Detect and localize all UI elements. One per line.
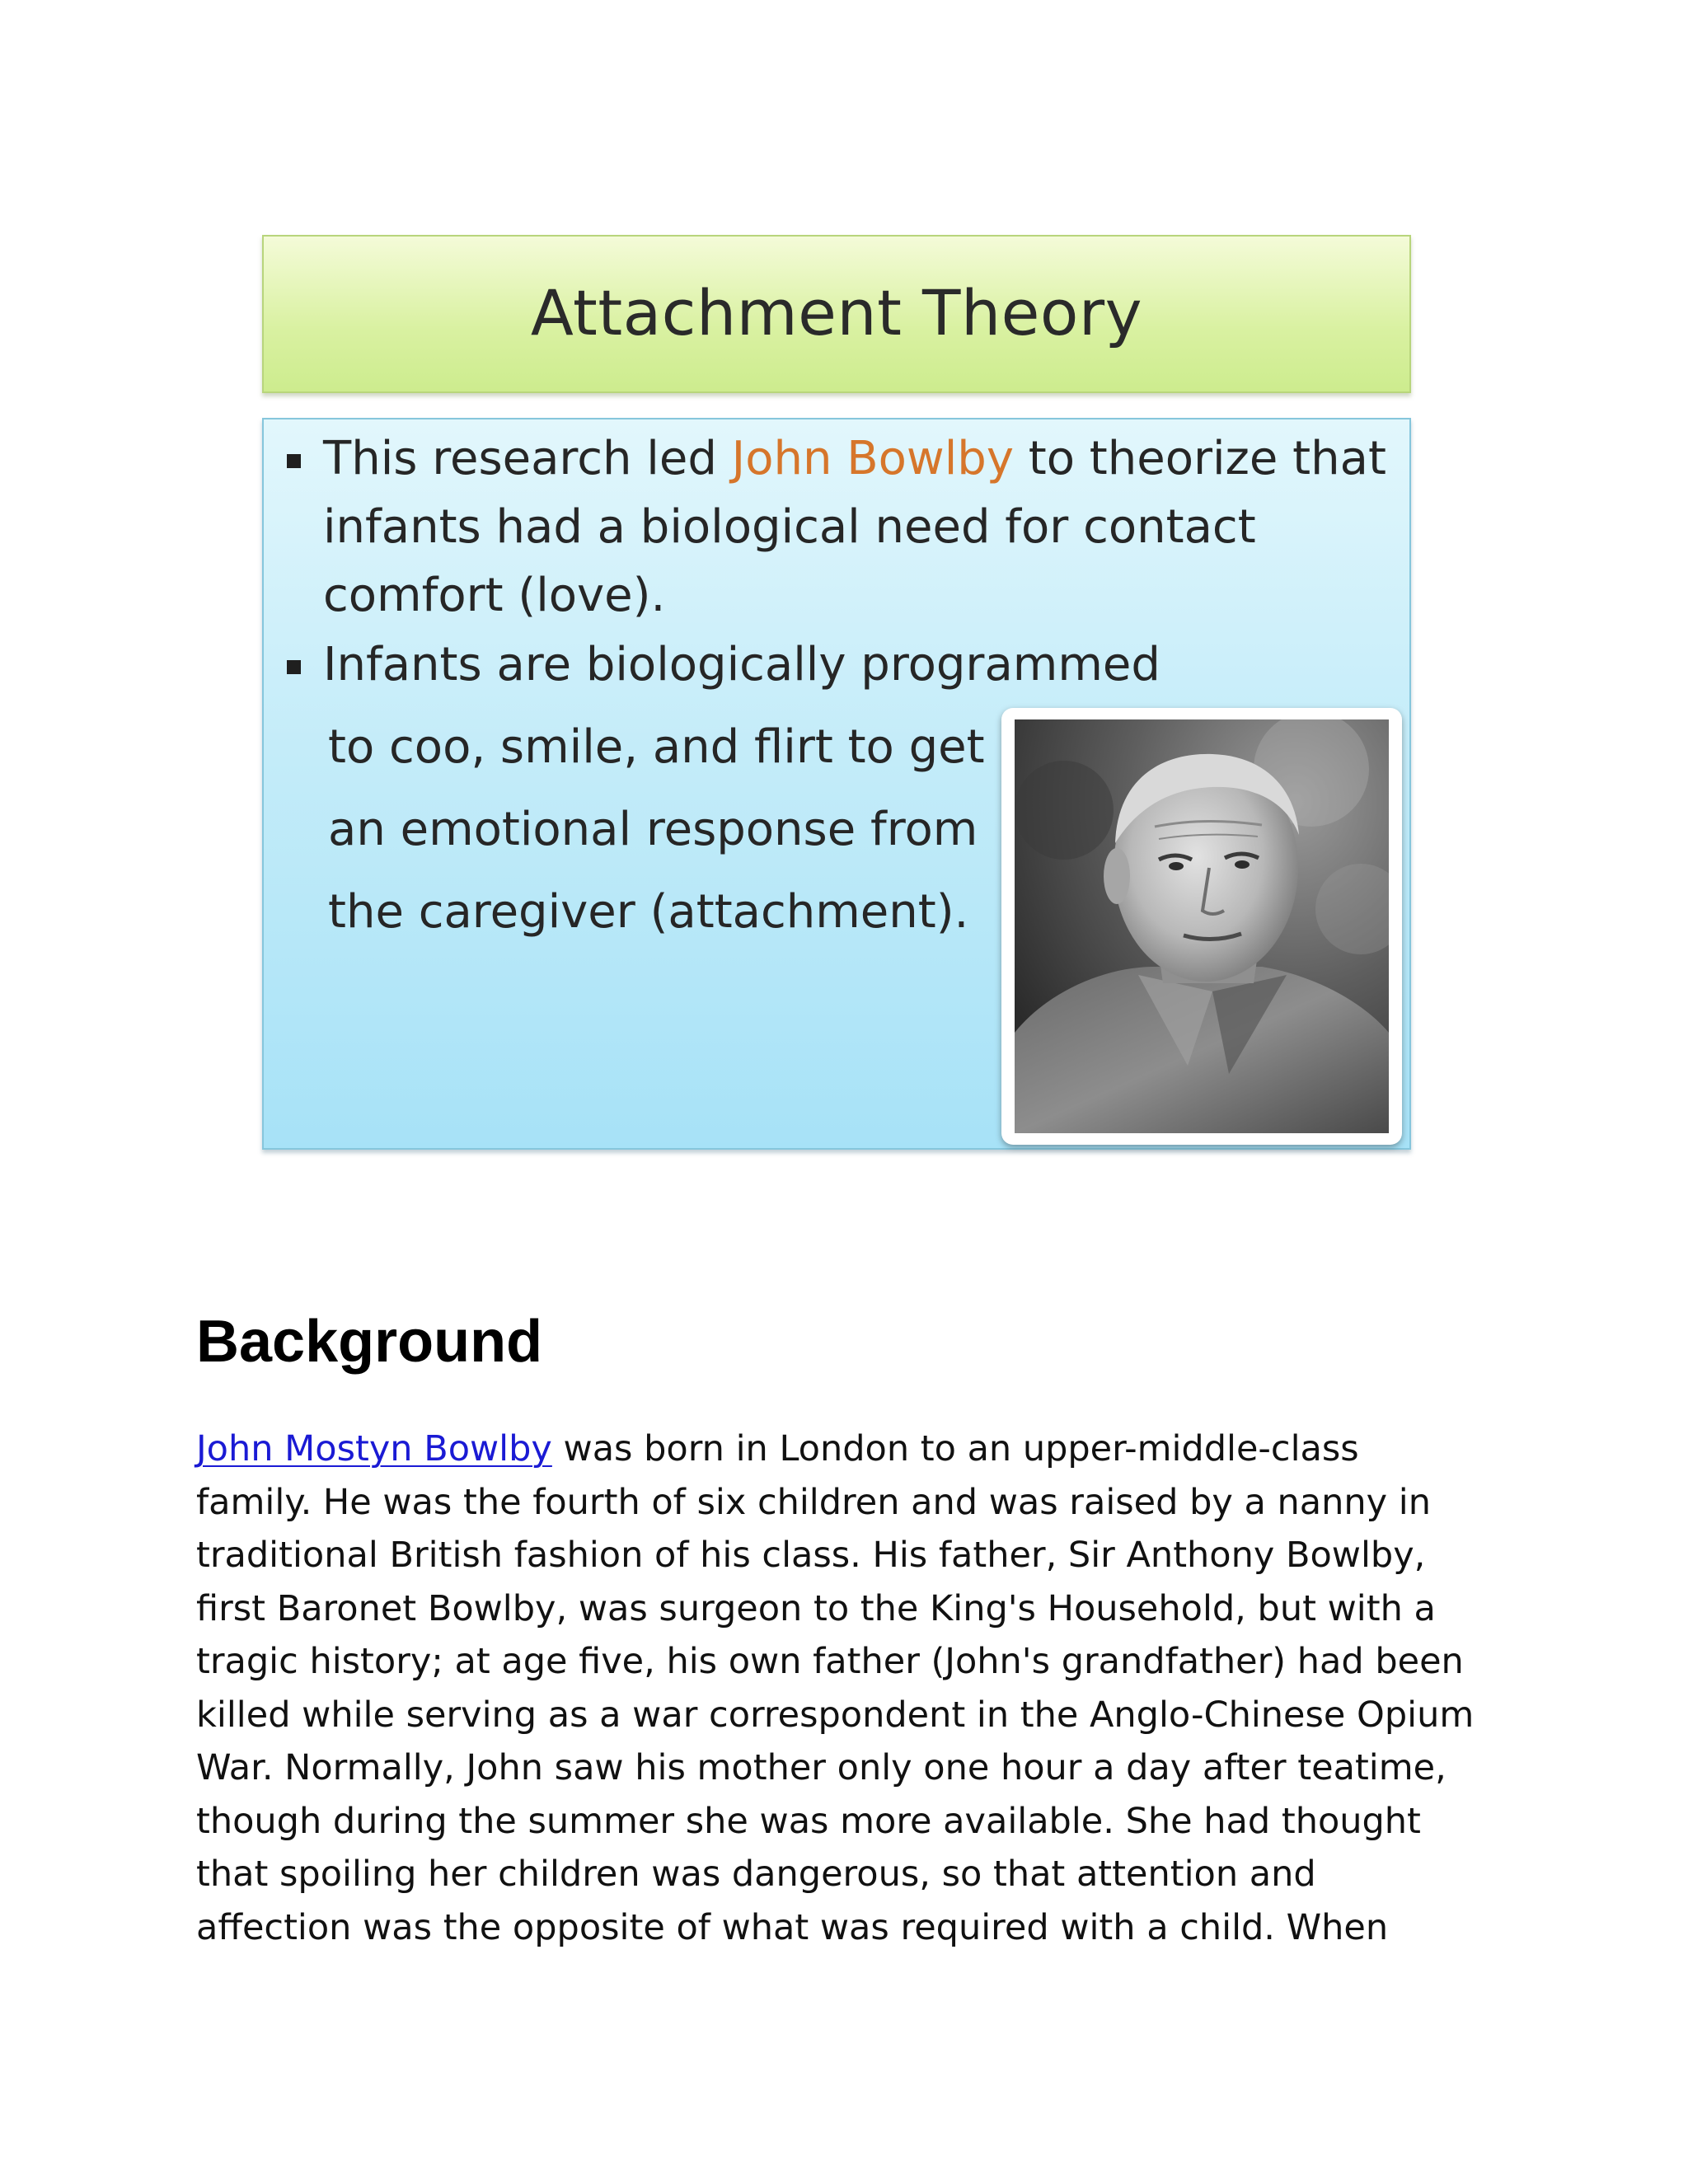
slide-image bbox=[262, 235, 1411, 1150]
bullet-square-icon bbox=[287, 454, 301, 468]
paragraph-line: tragic history; at age five, his own father (John's grandfather) had been bbox=[196, 1641, 1464, 1682]
bullet-1-line-3: comfort (love). bbox=[323, 569, 666, 622]
bullet-square-icon bbox=[287, 660, 301, 674]
paragraph-line-text: was born in London to an upper-middle-class bbox=[551, 1428, 1359, 1469]
section-heading: Background bbox=[196, 1309, 543, 1375]
bullet-1-line-1 bbox=[323, 432, 1386, 485]
bullet-1-suffix: to theorize that bbox=[1013, 432, 1386, 485]
bowlby-link[interactable]: John Mostyn Bowlby bbox=[196, 1428, 552, 1469]
paragraph-line: killed while serving as a war correspondent in the Anglo-Chinese Opium bbox=[196, 1694, 1475, 1736]
background-paragraph bbox=[196, 1422, 1515, 1954]
slide-title-bar bbox=[262, 235, 1411, 393]
paragraph-line: traditional British fashion of his class. His father, Sir Anthony Bowlby, bbox=[196, 1535, 1426, 1576]
bullet-1-prefix: This research led bbox=[323, 432, 732, 485]
slide-title: Attachment Theory bbox=[530, 275, 1143, 349]
paragraph-line: though during the summer she was more available. She had thought bbox=[196, 1800, 1421, 1842]
bullet-1-line-2: infants had a biological need for contact bbox=[323, 500, 1256, 554]
paragraph-line: War. Normally, John saw his mother only one hour a day after teatime, bbox=[196, 1747, 1447, 1788]
paragraph-line: first Baronet Bowlby, was surgeon to the King's Household, but with a bbox=[196, 1587, 1436, 1629]
paragraph-line: affection was the opposite of what was required with a child. When bbox=[196, 1906, 1389, 1948]
bullet-2-line-1: Infants are biologically programmed bbox=[323, 638, 1160, 691]
bullet-2-line-4: the caregiver (attachment). bbox=[328, 885, 969, 939]
slide-body bbox=[262, 418, 1411, 1150]
portrait-photo-frame bbox=[1001, 708, 1402, 1145]
paragraph-line bbox=[196, 1422, 1515, 1476]
paragraph-line: family. He was the fourth of six children and was raised by a nanny in bbox=[196, 1481, 1431, 1523]
bullet-2-line-3: an emotional response from bbox=[328, 803, 978, 856]
portrait-photo bbox=[1015, 719, 1389, 1133]
bullet-2-line-2: to coo, smile, and flirt to get bbox=[328, 720, 985, 774]
bullet-1-highlight-name: John Bowlby bbox=[731, 432, 1014, 485]
paragraph-line: that spoiling her children was dangerous, so that attention and bbox=[196, 1854, 1316, 1895]
